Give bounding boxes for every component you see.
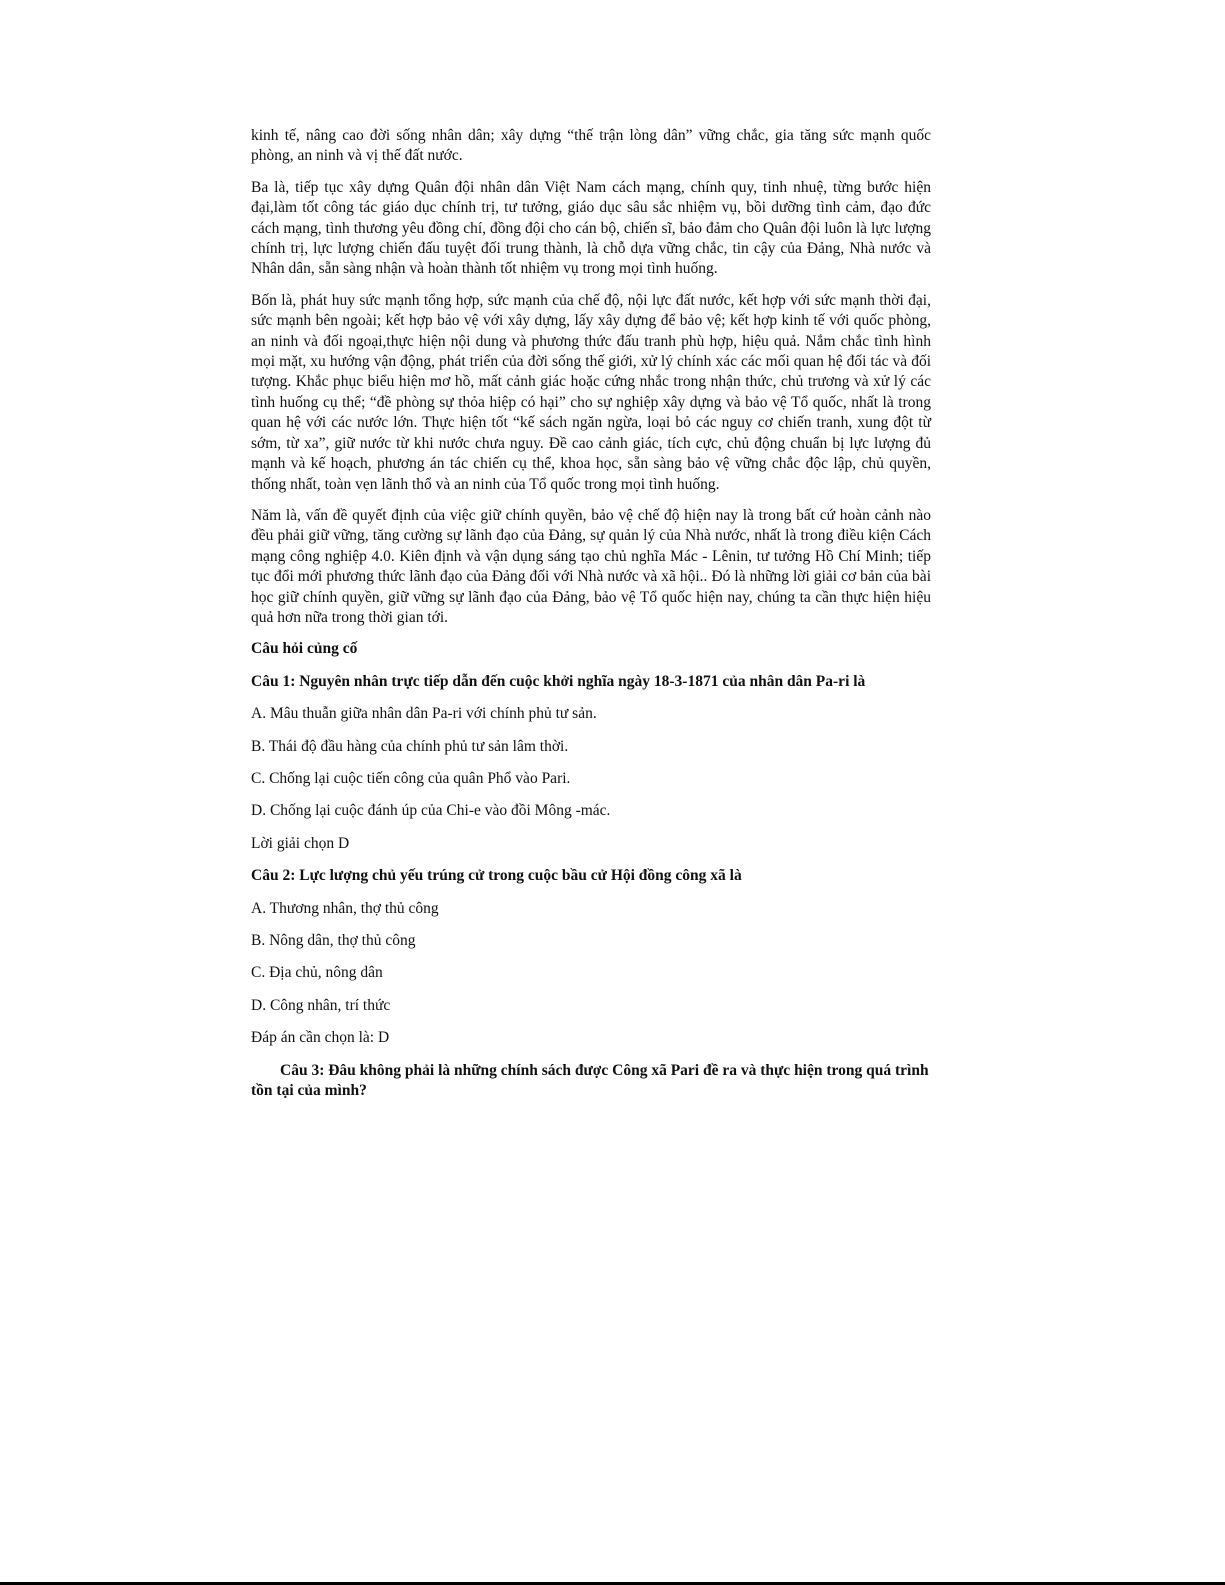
paragraph-bon-la: Bốn là, phát huy sức mạnh tổng hợp, sức mạnh của chế độ, nội lực đất nước, kết hợp với sức mạnh thời đại, sức mạnh bên ngoài; kết hợp bảo vệ với xây dựng, lấy xây dựng để bảo vệ; kết hợp kinh tế với quốc phòng, an ninh và đối ngoại,thực hiện nội dung và phương thức đấu tranh phù hợp, hiệu quả. Nắm chắc tình hình mọi mặt, xu hướng vận động, phát triển của đời sống thế giới, xử lý chính xác các mối quan hệ đối tác và đối tượng. Khắc phục biểu hiện mơ hồ, mất cảnh giác hoặc cứng nhắc trong nhận thức, chủ trương và xử lý các tình huống cụ thể; “đề phòng sự thỏa hiệp có hại” cho sự nghiệp xây dựng và bảo vệ Tổ quốc, nhất là trong quan hệ với các nước lớn. Thực hiện tốt “kế sách ngăn ngừa, loại bỏ các nguy cơ chiến tranh, xung đột từ sớm, từ xa”, giữ nước từ khi nước chưa nguy. Đề cao cảnh giác, tích cực, chủ động chuẩn bị lực lượng đủ mạnh và kế hoạch, phương án tác chiến cụ thể, khoa học, sẵn sàng bảo vệ vững chắc độc lập, chủ quyền, thống nhất, toàn vẹn lãnh thổ và an ninh của Tổ quốc trong mọi tình huống.	[251, 291, 931, 493]
question-1-option-b: B. Thái độ đầu hàng của chính phủ tư sản lâm thời.	[251, 737, 569, 755]
question-1-option-a: A. Mâu thuẫn giữa nhân dân Pa-ri với chính phủ tư sản.	[251, 705, 597, 723]
question-2-text: Câu 2: Lực lượng chủ yếu trúng cử trong cuộc bầu cử Hội đồng công xã là	[251, 867, 742, 885]
paragraph-ba-la: Ba là, tiếp tục xây dựng Quân đội nhân dân Việt Nam cách mạng, chính quy, tinh nhuệ, từng bước hiện đại,làm tốt công tác giáo dục chính trị, tư tưởng, giáo dục sâu sắc nhiệm vụ, bồi dưỡng tình cảm, đạo đức cách mạng, tình thương yêu đồng chí, đồng đội cho cán bộ, chiến sĩ, bảo đảm cho Quân đội luôn là lực lượng chính trị, lực lượng chiến đấu tuyệt đối trung thành, là chỗ dựa vững chắc, tin cậy của Đảng, Nhà nước và Nhân dân, sẵn sàng nhận và hoàn thành tốt nhiệm vụ trong mọi tình huống.	[251, 178, 931, 278]
document-page	[251, 126, 931, 1113]
question-3	[251, 1061, 931, 1102]
question-2	[251, 866, 931, 1048]
question-2-option-c: C. Địa chủ, nông dân	[251, 964, 383, 982]
question-2-option-d: D. Công nhân, trí thức	[251, 996, 391, 1014]
question-1	[251, 672, 931, 854]
question-1-option-d: D. Chống lại cuộc đánh úp của Chi-e vào đồi Mông -mác.	[251, 802, 611, 820]
review-heading: Câu hỏi củng cố	[251, 640, 358, 658]
question-1-text: Câu 1: Nguyên nhân trực tiếp dẫn đến cuộc khởi nghĩa ngày 18-3-1871 của nhân dân Pa-ri là	[251, 672, 866, 690]
paragraph-intro: kinh tế, nâng cao đời sống nhân dân; xây dựng “thế trận lòng dân” vững chắc, gia tăng sức mạnh quốc phòng, an ninh và vị thế đất nước.	[251, 127, 931, 165]
question-2-option-b: B. Nông dân, thợ thủ công	[251, 932, 416, 949]
question-2-option-a: A. Thương nhân, thợ thủ công	[251, 899, 439, 917]
question-3-text: Câu 3: Đâu không phải là những chính sách được Công xã Pari đề ra và thực hiện trong quá trình tồn tại của mình?	[251, 1061, 929, 1100]
question-2-answer: Đáp án cần chọn là: D	[251, 1029, 390, 1047]
question-1-option-c: C. Chống lại cuộc tiến công của quân Phổ vào Pari.	[251, 769, 571, 787]
paragraph-nam-la: Năm là, vấn đề quyết định của việc giữ chính quyền, bảo vệ chế độ hiện nay là trong bất cứ hoàn cảnh nào đều phải giữ vững, tăng cường sự lãnh đạo của Đảng, sự quản lý của Nhà nước, nhất là trong điều kiện Cách mạng công nghiệp 4.0. Kiên định và vận dụng sáng tạo chủ nghĩa Mác - Lênin, tư tưởng Hồ Chí Minh; tiếp tục đổi mới phương thức lãnh đạo của Đảng đối với Nhà nước và xã hội.. Đó là những lời giải cơ bản của bài học giữ chính quyền, giữ vững sự lãnh đạo của Đảng, bảo vệ Tổ quốc hiện nay, chúng ta cần thực hiện hiệu quả hơn nữa trong thời gian tới.	[251, 506, 931, 626]
question-1-answer: Lời giải chọn D	[251, 834, 350, 852]
